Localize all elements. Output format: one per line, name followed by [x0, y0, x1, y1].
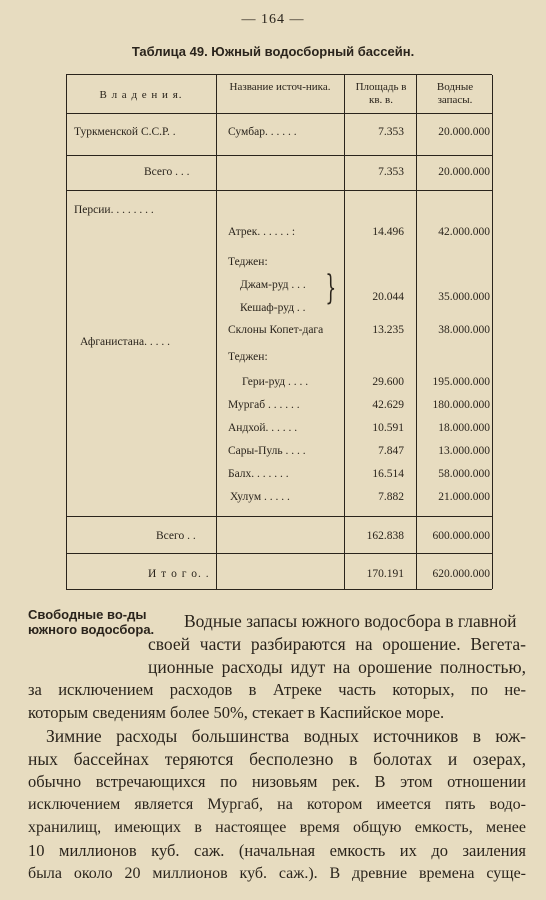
- row-atrek-source: Атрек. . . . . . :: [228, 226, 296, 238]
- row-balkh-water: 58.000.000: [438, 468, 490, 480]
- table-title: Таблица 49. Южный водосборный бассейн.: [131, 44, 415, 59]
- paragraph-line: исключением является Мургаб, на котором имеется пять водо-: [28, 796, 526, 813]
- paragraph-line: ционные расходы идут на орошение полностью,: [148, 657, 526, 677]
- paragraph-line: Зимние расходы большинства водных источников в юж-: [46, 726, 526, 746]
- row-turkmen-source: Сумбар. . . . . .: [228, 126, 297, 138]
- row-total2-label: Всего . .: [156, 530, 196, 542]
- row-keshaf-area: 20.044: [372, 291, 404, 303]
- header-area: Площадь в кв. в.: [355, 81, 407, 106]
- row-total2-area: 162.838: [366, 530, 404, 542]
- row-sary-area: 7.847: [378, 445, 404, 457]
- row-atrek-area: 14.496: [372, 226, 404, 238]
- row-grand-water: 620.000.000: [432, 568, 490, 580]
- row-andkhoy-water: 18.000.000: [438, 422, 490, 434]
- row-total1-water: 20.000.000: [438, 166, 490, 178]
- row-sary-water: 13.000.000: [438, 445, 490, 457]
- row-andkhoy-source: Андхой. . . . . .: [228, 422, 298, 434]
- row-geri-source: Гери-руд . . . .: [242, 376, 309, 388]
- row-rule: [66, 553, 492, 554]
- row-total1-label: Всего . . .: [144, 166, 190, 178]
- row-rule: [66, 190, 492, 191]
- data-table: [66, 74, 492, 590]
- paragraph-line: хранилищ, имеющих в настоящее время общую емкость, менее: [28, 819, 526, 836]
- header-source: Название источ-ника.: [229, 81, 331, 93]
- row-keshaf-source: Кешаф-руд . .: [240, 302, 306, 314]
- row-keshaf-water: 35.000.000: [438, 291, 490, 303]
- paragraph-line: была около 20 миллионов куб. саж.). В древние времена суще-: [28, 865, 526, 882]
- paragraph-line: за исключением расходов в Атреке часть которых, по не-: [28, 680, 526, 699]
- paragraph-line: 10 миллионов куб. саж. (начальная емкость их до заиления: [28, 841, 526, 860]
- table-border-right: [492, 75, 493, 589]
- paragraph-line: ных бассейнах теряются бесполезно в болотах и озерах,: [28, 749, 526, 769]
- row-persia-owner: Персии. . . . . . . .: [74, 204, 154, 216]
- row-balkh-source: Балх. . . . . . .: [228, 468, 289, 480]
- row-khulum-source: Хулум . . . . .: [230, 491, 290, 503]
- margin-note: Свободные во-ды южного водосбора.: [28, 607, 155, 637]
- row-turkmen-water: 20.000.000: [438, 126, 490, 138]
- row-andkhoy-area: 10.591: [372, 422, 404, 434]
- brace-icon: }: [325, 268, 337, 308]
- column-divider: [344, 75, 345, 589]
- row-rule: [66, 155, 492, 156]
- row-tedzhen2-source: Теджен:: [228, 351, 268, 363]
- table-border-left: [66, 75, 67, 589]
- row-khulum-area: 7.882: [378, 491, 404, 503]
- row-turkmen-owner: Туркменской С.С.Р. .: [74, 126, 176, 138]
- row-murgab-source: Мургаб . . . . . .: [228, 399, 300, 411]
- header-rule: [66, 113, 492, 114]
- row-rule: [66, 516, 492, 517]
- row-kopet-water: 38.000.000: [438, 324, 490, 336]
- row-geri-area: 29.600: [372, 376, 404, 388]
- row-total1-area: 7.353: [378, 166, 404, 178]
- row-afghan-owner: Афганистана. . . . .: [80, 336, 170, 348]
- row-geri-water: 195.000.000: [432, 376, 490, 388]
- paragraph-line: своей части разбираются на орошение. Вегета-: [148, 634, 526, 654]
- row-kopet-source: Склоны Копет-дага: [228, 324, 324, 336]
- row-balkh-area: 16.514: [372, 468, 404, 480]
- row-khulum-water: 21.000.000: [438, 491, 490, 503]
- row-turkmen-area: 7.353: [378, 126, 404, 138]
- paragraph-line: обычно встречающихся по низовьям рек. В этом отношении: [28, 772, 526, 791]
- column-divider: [416, 75, 417, 589]
- paragraph-line: Водные запасы южного водосбора в главной: [184, 611, 517, 631]
- row-grand-label: И т о г о. .: [148, 568, 210, 580]
- row-tedzhen1-source: Теджен:: [228, 256, 268, 268]
- row-total2-water: 600.000.000: [432, 530, 490, 542]
- header-water: Водные запасы.: [436, 81, 474, 106]
- row-murgab-area: 42.629: [372, 399, 404, 411]
- row-dzham-source: Джам-руд . . .: [240, 279, 306, 291]
- paragraph-line: которым сведениям более 50%, стекает в Каспийское море.: [28, 703, 445, 722]
- row-sary-source: Сары-Пуль . . . .: [228, 445, 306, 457]
- header-owner: В л а д е н и я.: [99, 89, 183, 101]
- row-kopet-area: 13.235: [372, 324, 404, 336]
- row-grand-area: 170.191: [366, 568, 404, 580]
- row-murgab-water: 180.000.000: [432, 399, 490, 411]
- page-number: — 164 —: [241, 12, 305, 27]
- row-atrek-water: 42.000.000: [438, 226, 490, 238]
- column-divider: [216, 75, 217, 589]
